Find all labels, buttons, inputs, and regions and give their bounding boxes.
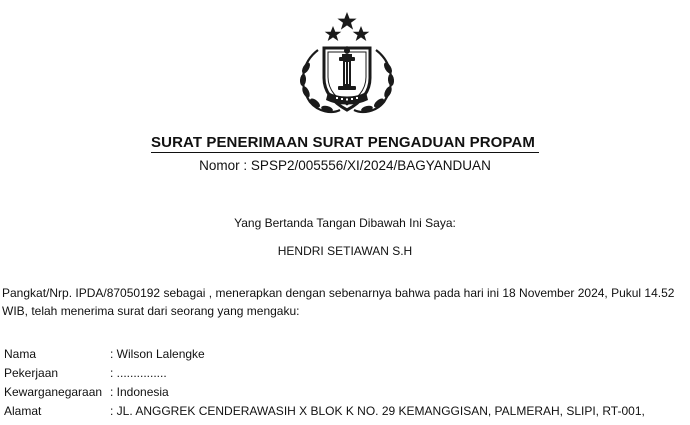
signer-name: HENDRI SETIAWAN S.H: [277, 244, 413, 258]
field-label: Kewarganegaraan: [4, 385, 103, 399]
field-label: Pekerjaan: [4, 366, 59, 380]
body-paragraph: Pangkat/Nrp. IPDA/87050192 sebagai , menerapkan dengan sebenarnya bahwa pada hari ini 18 November 2024, Pukul 14.52 WIB, telah menerima surat dari seorang yang mengaku:: [2, 286, 675, 318]
field-value: : Wilson Lalengke: [110, 347, 205, 361]
field-value: : Indonesia: [110, 385, 169, 399]
field-label: Nama: [4, 347, 37, 361]
field-value: : JL. ANGGREK CENDERAWASIH X BLOK K NO. 29 KEMANGGISAN, PALMERAH, SLIPI, RT-001,: [110, 404, 645, 418]
field-value: : ...............: [110, 366, 167, 380]
police-emblem-icon: [288, 10, 406, 118]
document-title: SURAT PENERIMAAN SURAT PENGADUAN PROPAM: [0, 134, 690, 151]
document-number: Nomor : SPSP2/005556/XI/2024/BAGYANDUAN: [199, 158, 491, 173]
intro-statement: Yang Bertanda Tangan Dibawah Ini Saya:: [234, 216, 456, 230]
field-label: Alamat: [4, 404, 42, 418]
